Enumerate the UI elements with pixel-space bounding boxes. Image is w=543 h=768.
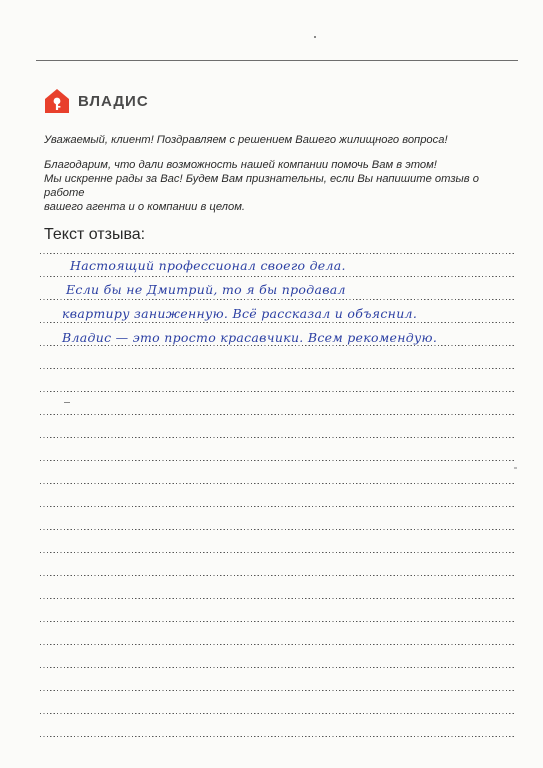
handwritten-line-1: Настоящий профессионал своего дела. [70, 258, 346, 273]
intro-line-3: вашего агента и о компании в целом. [44, 201, 245, 213]
handwritten-line-3: квартиру заниженную. Всё рассказал и объяснил. [62, 306, 418, 321]
intro-line-2: Мы искренне рады за Вас! Будем Вам признательны, если Вы напишите отзыв о работе [44, 173, 479, 199]
handwritten-line-4: Владис — это просто красавчики. Всем рекомендую. [62, 330, 438, 345]
intro-line-1: Благодарим, что дали возможность нашей компании помочь Вам в этом! [44, 159, 437, 171]
handwritten-line-2: Если бы не Дмитрий, то я бы продавал [66, 282, 346, 297]
brand-name: ВЛАДИС [78, 92, 149, 110]
review-heading: Текст отзыва: [44, 226, 146, 243]
greeting-line: Уважаемый, клиент! Поздравляем с решением Вашего жилищного вопроса! [44, 134, 448, 146]
